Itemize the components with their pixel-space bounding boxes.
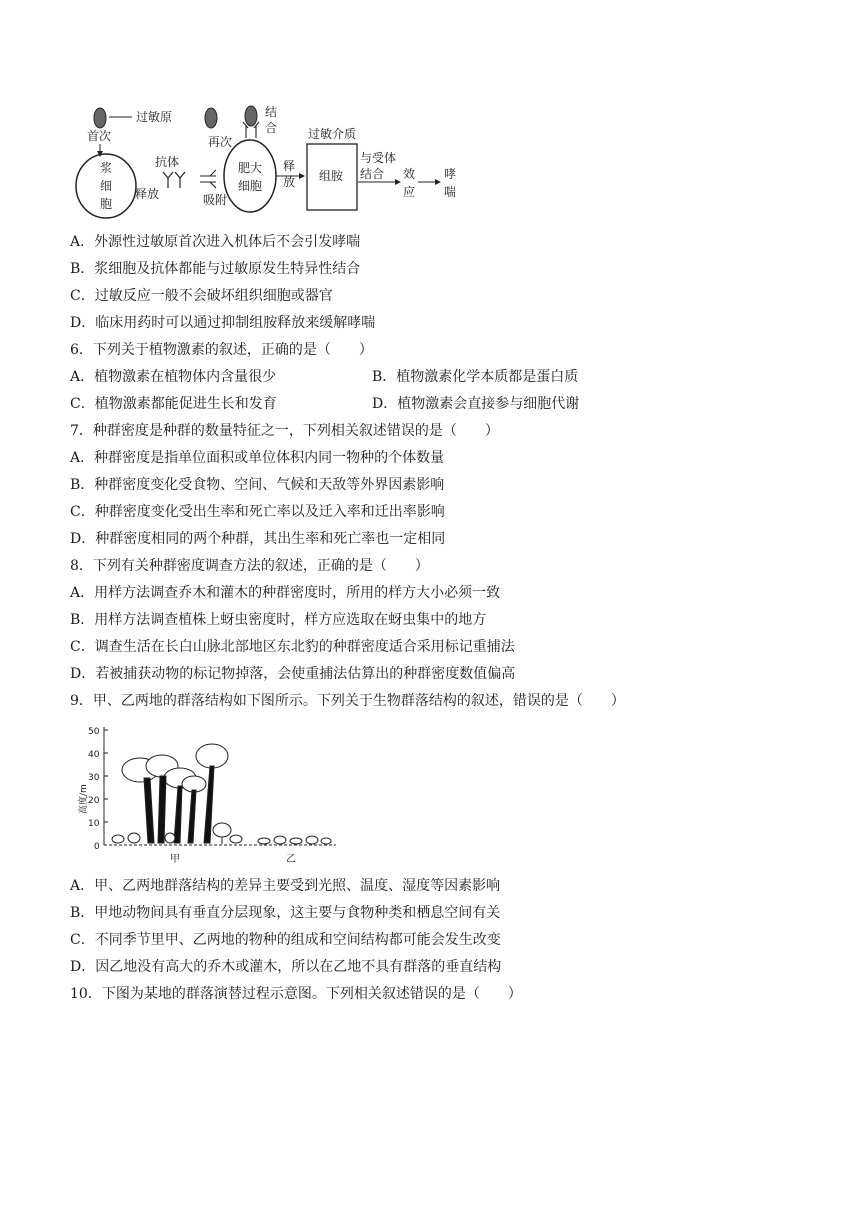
q5-option-d: D．临床用药时可以通过抑制组胺释放来缓解哮喘 [70,315,376,331]
release-label-2b: 放 [283,175,296,189]
grass [258,836,331,844]
mast-cell-label-2: 细胞 [238,179,263,193]
y-tick-30: 30 [88,773,100,783]
plasma-cell-label-1: 浆 [100,161,113,175]
histamine-label: 组胺 [319,169,344,183]
q5-option-a: A．外源性过敏原首次进入机体后不会引发哮喘 [70,234,361,250]
tree-trunk [204,766,214,843]
q5-option-c: C．过敏反应一般不会破坏组织细胞或器官 [70,288,333,304]
grass-tuft [321,838,331,844]
release-label-2a: 释 [283,159,296,173]
tree-trunk [158,776,166,843]
q8-option-b: B．用样方法调查植株上蚜虫密度时，样方应选取在蚜虫集中的地方 [70,612,487,628]
allergen-particle-2 [205,108,217,128]
q9-option-d: D．因乙地没有高大的乔木或灌木，所以在乙地不具有群落的垂直结构 [70,959,502,975]
q8-option-c: C．调查生活在长白山脉北部地区东北豹的种群密度适合采用标记重捕法 [70,639,515,655]
shrub [230,835,242,843]
antibody-shape-2 [175,172,185,188]
first-time-label: 首次 [87,129,112,143]
antibody-shape-1 [163,172,173,188]
allergen-label: 过敏原 [136,110,173,124]
q8-stem: 8．下列有关种群密度调查方法的叙述，正确的是（ ） [70,558,429,574]
allergy-diagram [60,100,480,230]
grass-tuft [306,836,318,844]
q9-option-a: A．甲、乙两地群落结构的差异主要受到光照、温度、湿度等因素影响 [70,878,501,894]
plasma-cell-label-3: 胞 [100,197,113,211]
asthma-label-2: 喘 [444,185,457,199]
y-tick-0: 0 [94,842,100,852]
antibody-label: 抗体 [155,155,180,169]
q6-option-b: B．植物激素化学本质都是蛋白质 [372,369,579,385]
community-structure-figure [74,722,344,868]
allergen-particle-3 [245,106,257,126]
q6-option-d: D．植物激素会直接参与细胞代谢 [372,396,580,412]
mast-cell [224,140,276,212]
y-tick-50: 50 [88,727,100,737]
shrub [213,823,231,837]
site-a-label: 甲 [170,854,180,865]
grass-tuft [258,838,270,844]
grass-tuft [290,838,302,844]
q9-option-c: C．不同季节里甲、乙两地的物种的组成和空间结构都可能会发生改变 [70,932,501,948]
y-axis-label: 高度/m [79,784,89,814]
grass-tuft [274,836,286,844]
allergen-particle [94,108,106,128]
q8-option-a: A．用样方法调查乔木和灌木的种群密度时，所用的样方大小必须一致 [70,585,501,601]
effect-label-2: 应 [403,185,416,199]
y-tick-10: 10 [88,819,100,829]
adsorb-label: 吸附 [203,193,228,207]
shrub [112,835,124,843]
q7-option-b: B．种群密度变化受食物、空间、气候和天敌等外界因素影响 [70,477,445,493]
adsorbed-antibody [200,170,216,188]
q9-stem: 9．甲、乙两地的群落结构如下图所示。下列关于生物群落结构的叙述，错误的是（ ） [70,693,625,709]
plasma-cell-label-2: 细 [100,179,113,193]
tree-trunk [144,778,154,843]
y-tick-40: 40 [88,750,100,760]
bind-label-1: 结 [265,105,278,119]
tree-canopy [196,744,228,768]
q9-option-b: B．甲地动物间具有垂直分层现象，这主要与食物种类和栖息空间有关 [70,905,501,921]
q7-option-d: D．种群密度相同的两个种群，其出生率和死亡率也一定相同 [70,531,446,547]
q6-option-a: A．植物激素在植物体内含量很少 [70,369,277,385]
receptor-label-2: 结合 [360,167,385,181]
again-label: 再次 [208,135,233,149]
mediator-label: 过敏介质 [308,127,357,141]
receptor-label-1: 与受体 [360,151,397,165]
q8-option-d: D．若被捕获动物的标记物掉落，会使重捕法估算出的种群密度数值偏高 [70,666,516,682]
y-tick-20: 20 [88,796,100,806]
effect-label-1: 效 [403,167,416,181]
q10-stem: 10．下图为某地的群落演替过程示意图。下列相关叙述错误的是（ ） [70,986,522,1002]
q6-option-c: C．植物激素都能促进生长和发育 [70,396,277,412]
asthma-label-1: 哮 [444,167,457,181]
tall-trees [122,744,228,843]
y-tick-group [88,727,108,852]
q5-option-b: B．浆细胞及抗体都能与过敏原发生特异性结合 [70,261,361,277]
site-b-label: 乙 [286,854,296,865]
q6-stem: 6．下列关于植物激素的叙述，正确的是（ ） [70,342,373,358]
shrub [128,833,140,843]
mast-cell-label-1: 肥大 [238,161,263,175]
q7-option-c: C．种群密度变化受出生率和死亡率以及迁入率和迁出率影响 [70,504,445,520]
tree-trunk [174,786,182,843]
release-label-1: 释放 [135,187,160,201]
shrub [165,833,175,843]
q7-stem: 7．种群密度是种群的数量特征之一，下列相关叙述错误的是（ ） [70,423,499,439]
q7-option-a: A．种群密度是指单位面积或单位体积内同一物种的个体数量 [70,450,445,466]
tree-trunk [188,790,196,843]
bind-label-2: 合 [265,121,278,135]
